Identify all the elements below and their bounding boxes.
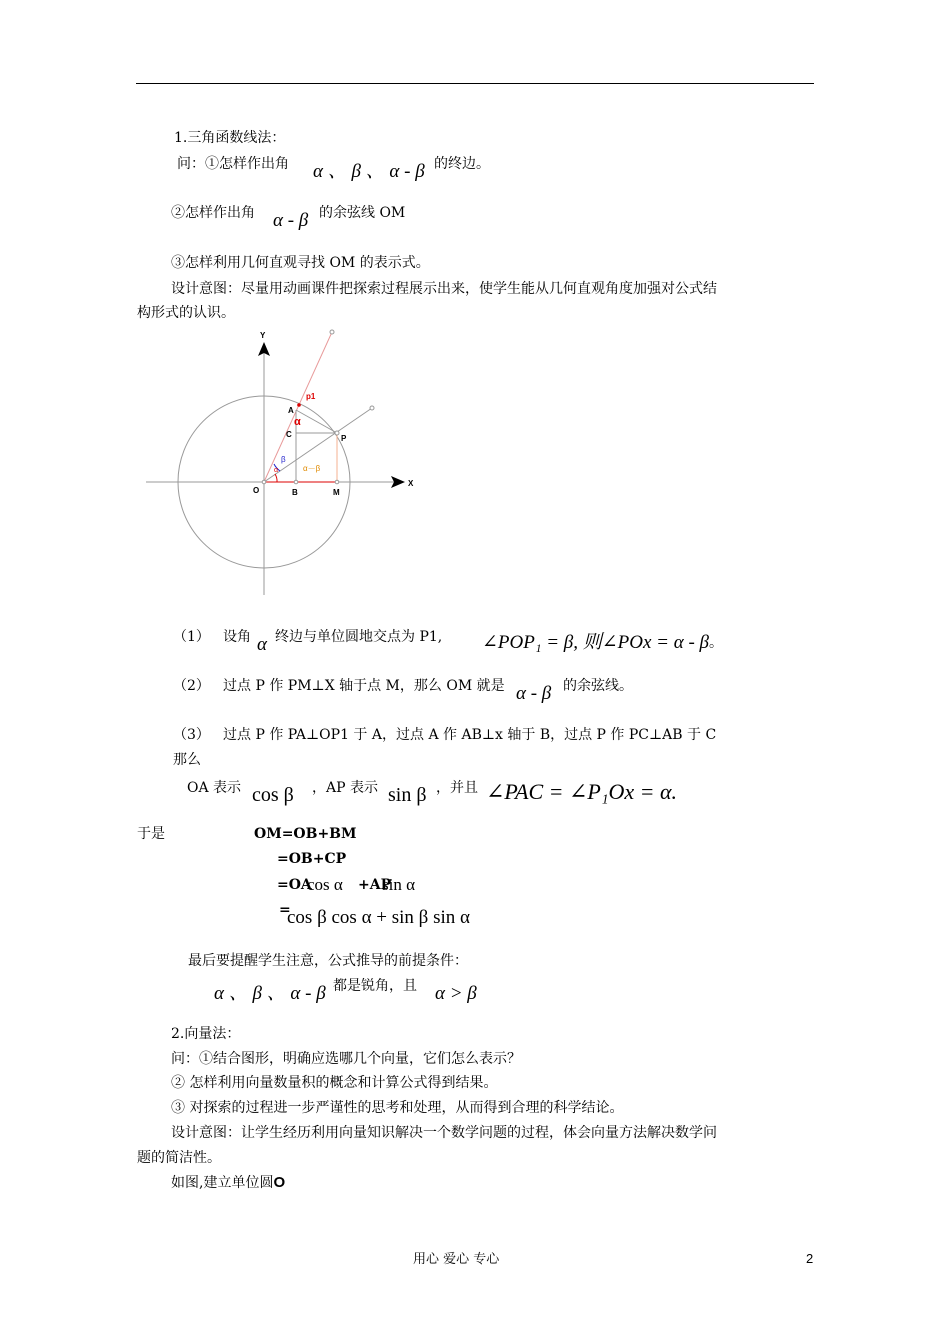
q1-math: α 、 β 、 α - β bbox=[313, 161, 425, 182]
footer-slogan: 用心 爱心 专心 bbox=[413, 1252, 500, 1267]
remind-math2: α > β bbox=[435, 983, 477, 1004]
label-alpha-minus-beta: α－β bbox=[303, 464, 321, 473]
figure-text: 如图,建立单位圆 bbox=[171, 1175, 274, 1191]
section2-q3: ③ 对探索的过程进一步严谨性的思考和处理，从而得到合理的科学结论。 bbox=[171, 1100, 624, 1116]
label-x: X bbox=[408, 479, 414, 488]
section2-q2: ② 怎样利用向量数量积的概念和计算公式得到结果。 bbox=[171, 1075, 498, 1091]
q2-math: α - β bbox=[273, 210, 309, 231]
label-beta: β bbox=[281, 455, 286, 464]
point-o bbox=[262, 480, 266, 484]
q2-prefix: ②怎样作出角 bbox=[171, 205, 255, 221]
oa-label: OA 表示 bbox=[187, 780, 242, 796]
step1-number: （1） bbox=[173, 629, 210, 645]
derivation-line1: OM=OB+BM bbox=[254, 826, 357, 842]
label-p1: p1 bbox=[306, 392, 316, 401]
derivation-yushi: 于是 bbox=[137, 826, 165, 842]
ray-op1-end bbox=[330, 330, 334, 334]
label-alpha-red: α bbox=[294, 416, 301, 428]
ray-op-end bbox=[370, 406, 374, 410]
label-alpha-small: α bbox=[274, 467, 279, 474]
derivation-line3-oa: =OA bbox=[277, 877, 312, 893]
derivation-line4-eq: = bbox=[279, 902, 291, 918]
step2-text2: 的余弦线。 bbox=[563, 678, 633, 694]
section2-intent-line2: 题的简洁性。 bbox=[137, 1150, 221, 1166]
step3-text: 过点 P 作 PA⊥OP1 于 A，过点 A 作 AB⊥x 轴于 B，过点 P 作 PC⊥AB 于 C bbox=[223, 727, 717, 743]
q1-suffix: 的终边。 bbox=[434, 156, 490, 172]
step1-math-angles: ∠POP₁ = β, 则∠POx = α - β bbox=[482, 632, 710, 653]
intent1-line2: 构形式的认识。 bbox=[137, 305, 235, 321]
step1-math-alpha: α bbox=[257, 634, 267, 655]
section2-q1: 问：①结合图形，明确应选哪几个向量，它们怎么表示？ bbox=[171, 1051, 521, 1067]
and-label: ，并且 bbox=[436, 780, 478, 796]
label-c: C bbox=[286, 430, 292, 439]
remind-mid: 都是锐角，且 bbox=[333, 978, 417, 994]
section2-title: 2.向量法： bbox=[171, 1026, 241, 1042]
label-m: M bbox=[333, 488, 340, 497]
ap-label: ，AP 表示 bbox=[312, 780, 378, 796]
derivation-line3-ap: +AP bbox=[358, 877, 392, 893]
point-b bbox=[294, 480, 298, 484]
label-p: P bbox=[341, 434, 347, 443]
step2-number: （2） bbox=[173, 678, 210, 694]
point-p bbox=[335, 431, 339, 435]
sin-beta: sin β bbox=[388, 784, 427, 806]
q2-suffix: 的余弦线 OM bbox=[319, 205, 406, 221]
q3: ③怎样利用几何直观寻找 OM 的表示式。 bbox=[171, 255, 430, 271]
label-o: O bbox=[253, 486, 260, 495]
step1-text2: 终边与单位圆地交点为 P1, bbox=[275, 629, 443, 645]
cos-beta: cos β bbox=[252, 784, 294, 806]
angle-alpha-arc bbox=[275, 474, 277, 482]
label-b: B bbox=[292, 488, 298, 497]
derivation-line2: =OB+CP bbox=[277, 851, 347, 867]
step3-number: （3） bbox=[173, 727, 210, 743]
point-m bbox=[335, 480, 339, 484]
section1-title: 1.三角函数线法： bbox=[174, 130, 286, 146]
remind-math1: α 、 β 、 α - β bbox=[214, 983, 326, 1004]
circle-o-label: O bbox=[273, 1174, 286, 1191]
q1-prefix: 问：①怎样作出角 bbox=[177, 156, 289, 172]
label-y: Y bbox=[260, 331, 266, 340]
step2-math: α - β bbox=[516, 683, 552, 704]
ray-op1 bbox=[264, 332, 332, 482]
section2-figure-text bbox=[171, 1174, 285, 1192]
derivation-line4-formula: cos β cos α + sin β sin α bbox=[287, 907, 470, 928]
step1-end: 。 bbox=[709, 635, 723, 651]
section2-intent-line1: 设计意图：让学生经历利用向量知识解决一个数学问题的过程，体会向量方法解决数学问 bbox=[171, 1125, 717, 1141]
label-a: A bbox=[288, 406, 294, 415]
header-rule bbox=[136, 83, 814, 84]
unit-circle-figure bbox=[140, 325, 430, 605]
step1-text: 设角 bbox=[223, 629, 251, 645]
derivation-line3-sin: sin α bbox=[382, 875, 415, 894]
angle-equation: ∠PAC = ∠P₁Ox = α. bbox=[486, 779, 678, 804]
point-p1 bbox=[297, 403, 301, 407]
intent1-line1: 设计意图：尽量用动画课件把探索过程展示出来，使学生能从几何直观角度加强对公式结 bbox=[171, 281, 717, 297]
remind-text: 最后要提醒学生注意，公式推导的前提条件： bbox=[188, 953, 468, 969]
derivation-line3-cos: cos α bbox=[307, 875, 343, 894]
step3-then: 那么 bbox=[173, 752, 201, 768]
page-number: 2 bbox=[806, 1251, 814, 1266]
step2-text: 过点 P 作 PM⊥X 轴于点 M，那么 OM 就是 bbox=[223, 678, 505, 694]
